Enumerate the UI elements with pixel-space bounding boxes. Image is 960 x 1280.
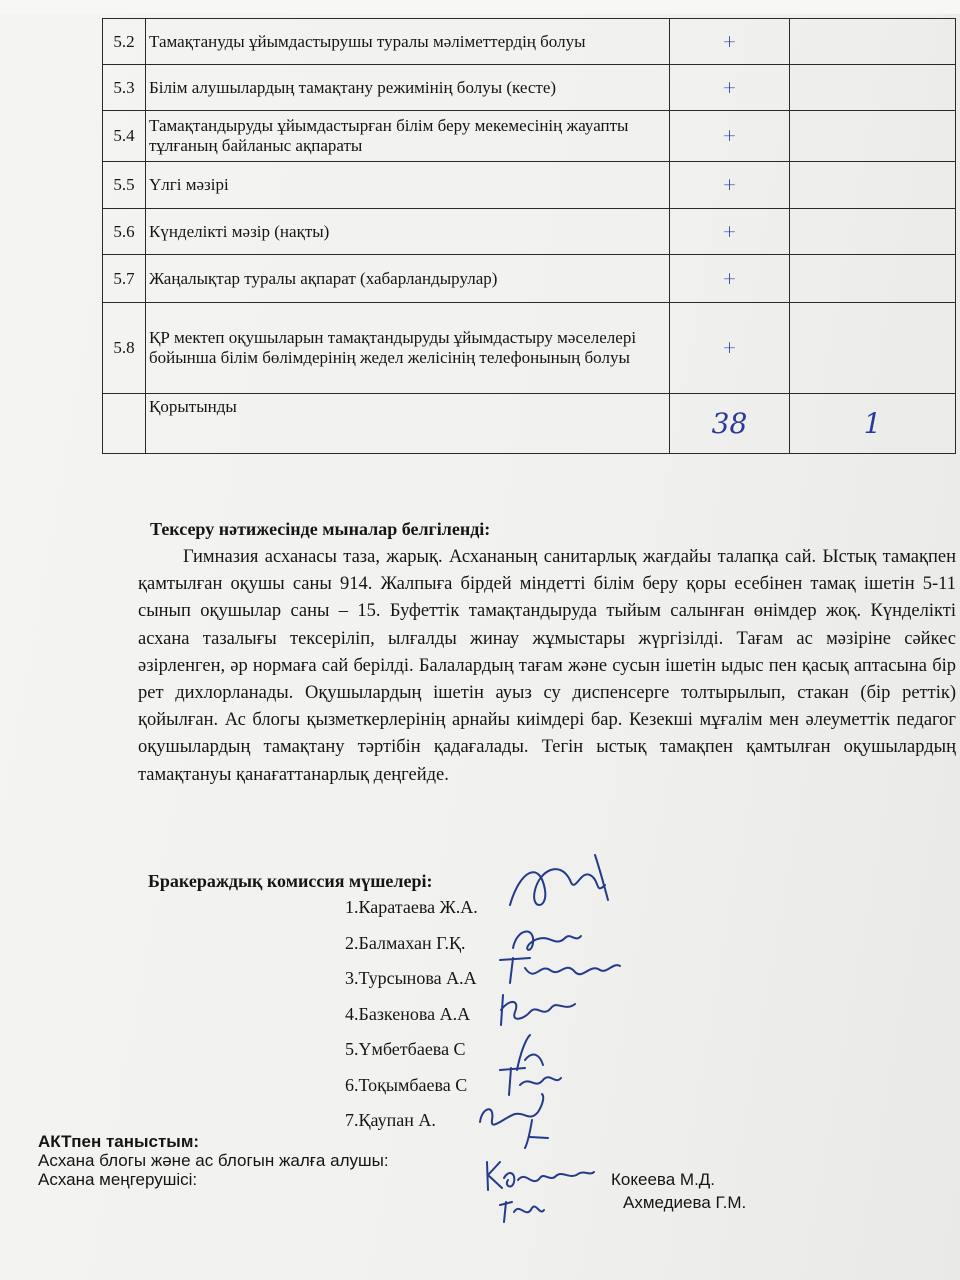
table-row (103, 255, 956, 303)
list-item: 7.Қаупан А. (345, 1110, 436, 1130)
check-mark: + (670, 19, 790, 65)
signature-4 (495, 990, 580, 1030)
check-mark: + (670, 162, 790, 209)
row-text: Білім алушылардың тамақтану режимінің болуы (кесте) (146, 65, 670, 111)
table-row (103, 162, 956, 209)
acknowledgement-block (38, 1132, 389, 1189)
ack-name-1: Кокеева М.Д. (611, 1170, 716, 1189)
empty-cell (103, 394, 146, 454)
findings-heading: Тексеру нәтижесінде мыналар белгіленді: (150, 519, 491, 539)
table-row (103, 19, 956, 65)
row-number: 5.8 (103, 303, 146, 394)
ack-heading: АКТпен таныстым: (38, 1132, 200, 1151)
findings-paragraph: Гимназия асханасы таза, жарық. Асхананың санитарлық жағдайы талапқа сай. Ыстық тамақпен қамтылған оқушы саны 914. Жалпыға бірдей міндетті білім беру қоры есебінен тамақ ішетін 5-11 сынып оқушылар саны – 15. Буфеттік тамақтандыруда тыйым салынған өнімдер жоқ. Күнделікті асхана тазалығы тексеріліп, ылғалды жинау жұмыстары жүргізілді. Тағам ас мәзіріне сәйкес әзірленген, әр нормаға сай берілді. Балалардың тағам және сусын ішетін ыдыс пен қасық аптасына бір рет дихлорланады. Оқушылардың ішетін ауыз су диспенсерге толтырылып, стакан (бір реттік) қойылған. Ас блогы қызметкерлерінің арнайы киімдері бар. Кезекші мұғалім мен әлеуметтік педагог оқушылардың тамақтану тәртібін қадағалады. Тегін ыстық тамақпен қамтылған оқушылардың тамақтануы қанағаттанарлық деңгейде. (138, 547, 956, 785)
list-item: 3.Турсынова А.А (345, 968, 477, 988)
ack-line-1: Асхана блогы және ас блогын жалға алушы: (38, 1151, 389, 1170)
row-text: Тамақтандыруды ұйымдастырған білім беру мекемесінің жауапты тұлғаның байланыс ақпараты (146, 111, 670, 162)
commission-heading: Бракераждық комиссия мүшелері: (148, 871, 433, 891)
table-row (103, 209, 956, 255)
row-text: Үлгі мәзірі (146, 162, 670, 209)
row-number: 5.4 (103, 111, 146, 162)
empty-cell (790, 209, 956, 255)
table-row (103, 111, 956, 162)
ack-name-2: Ахмедиева Г.М. (623, 1193, 747, 1212)
empty-cell (790, 65, 956, 111)
row-number: 5.5 (103, 162, 146, 209)
total-yes-count: 38 (670, 394, 790, 454)
signature-3 (495, 948, 625, 988)
row-number: 5.6 (103, 209, 146, 255)
list-item: 6.Тоқымбаева С (345, 1074, 468, 1095)
page-top-strip (0, 0, 960, 14)
empty-cell (790, 303, 956, 394)
signature-8 (482, 1150, 597, 1225)
empty-cell (790, 255, 956, 303)
table-row-total (103, 394, 956, 454)
empty-cell (790, 111, 956, 162)
check-mark: + (670, 255, 790, 303)
row-text: ҚР мектеп оқушыларын тамақтандыруды ұйымдастыру мәселелері бойынша білім бөлімдерінің жедел желісінің телефонының болуы (146, 303, 670, 394)
total-label: Қорытынды (146, 394, 670, 454)
row-text: Жаңалықтар туралы ақпарат (хабарландырулар) (146, 255, 670, 303)
signature-1 (500, 850, 620, 920)
commission-member-list (345, 895, 478, 1144)
list-item: 4.Базкенова А.А (345, 1003, 471, 1024)
table-row (103, 303, 956, 394)
row-text: Тамақтануды ұйымдастырушы туралы мәліметтердің болуы (146, 19, 670, 65)
row-number: 5.7 (103, 255, 146, 303)
total-no-count: 1 (790, 394, 956, 454)
checklist-table (102, 18, 956, 454)
check-mark: + (670, 65, 790, 111)
row-number: 5.2 (103, 19, 146, 65)
empty-cell (790, 162, 956, 209)
row-number: 5.3 (103, 65, 146, 111)
list-item: 5.Үмбетбаева С (345, 1039, 466, 1059)
signature-7 (470, 1092, 560, 1152)
list-item: 2.Балмахан Г.Қ. (345, 932, 466, 953)
row-text: Күнделікті мәзір (нақты) (146, 209, 670, 255)
ack-line-2: Асхана меңгерушісі: (38, 1170, 198, 1189)
check-mark: + (670, 209, 790, 255)
empty-cell (790, 19, 956, 65)
list-item: 1.Каратаева Ж.А. (345, 897, 478, 917)
ack-names (611, 1168, 746, 1214)
check-mark: + (670, 111, 790, 162)
check-mark: + (670, 303, 790, 394)
table-row (103, 65, 956, 111)
